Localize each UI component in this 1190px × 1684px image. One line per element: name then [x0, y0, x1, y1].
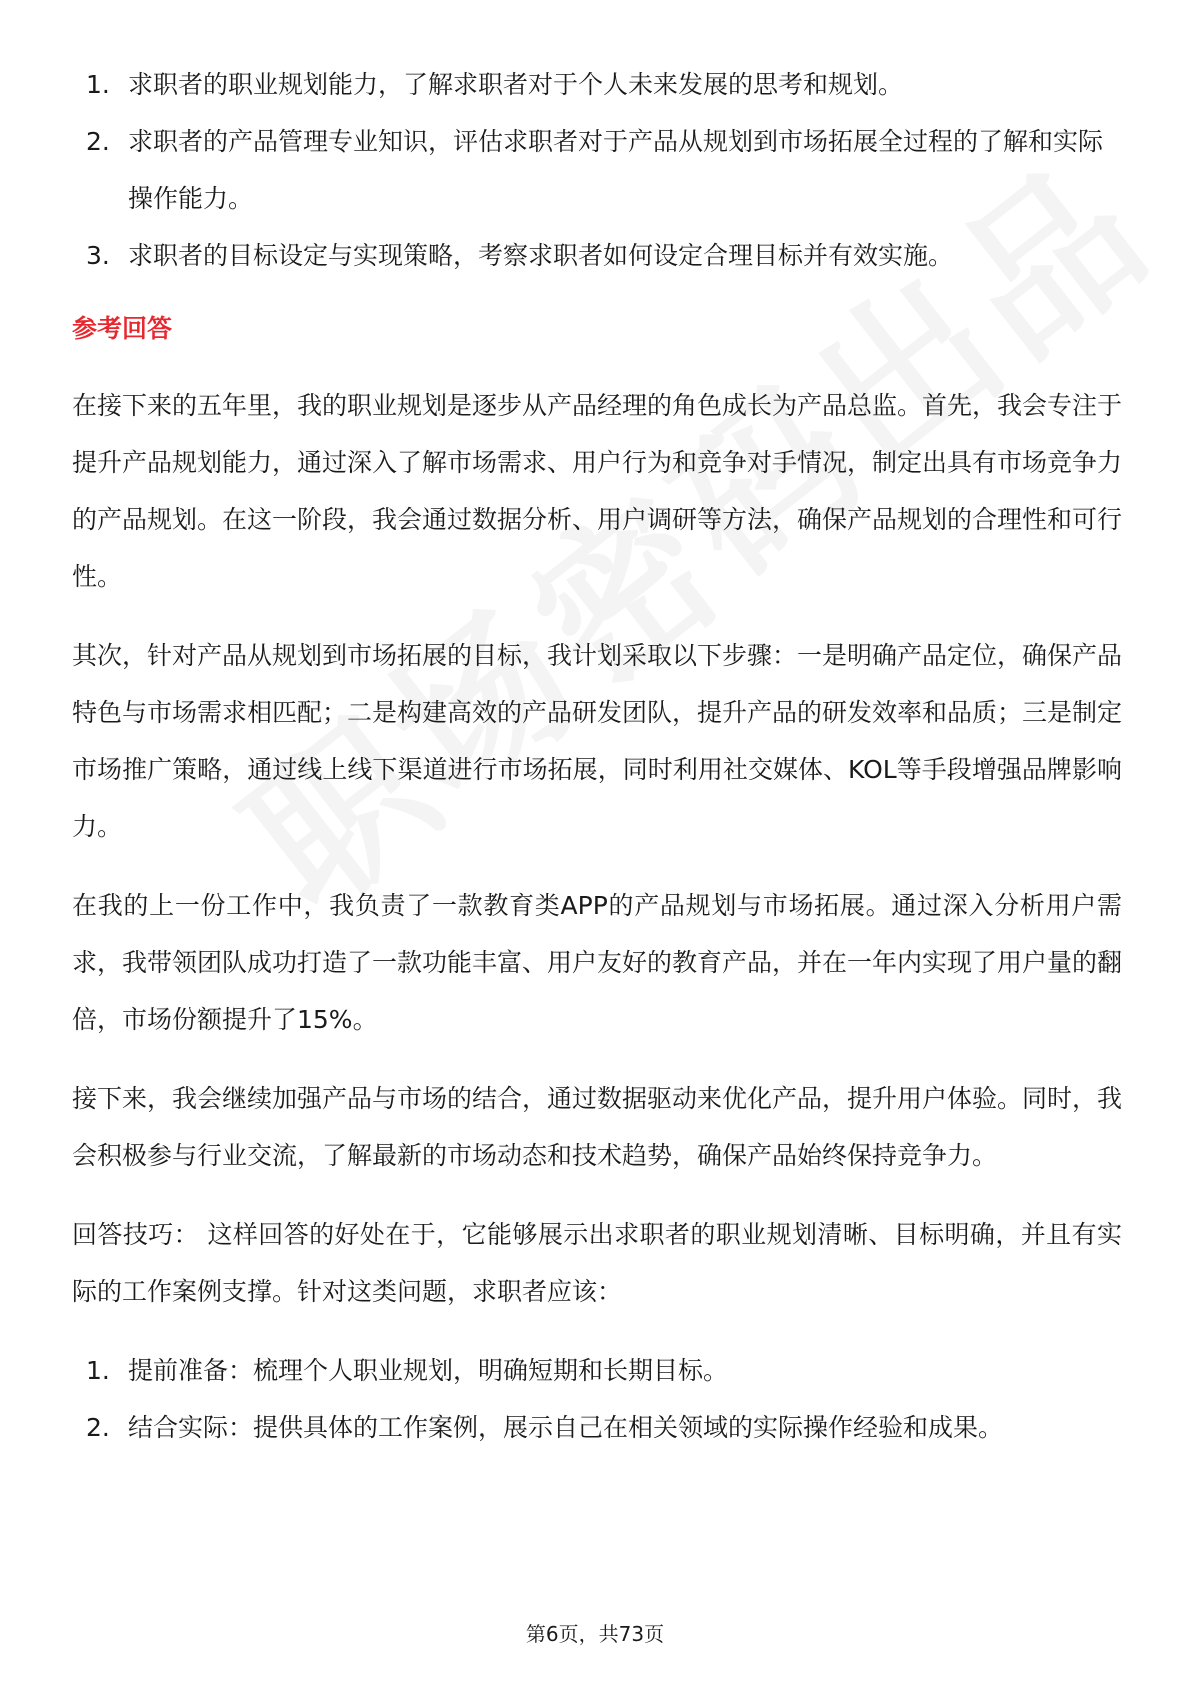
list-item: [72, 227, 1122, 284]
section-heading: 参考回答: [72, 314, 173, 343]
list-item: [72, 1342, 1122, 1399]
tips-paragraph: 回答技巧： 这样回答的好处在于，它能够展示出求职者的职业规划清晰、目标明确，并且有实际的工作案例支撑。针对这类问题，求职者应该：: [72, 1220, 1122, 1306]
list-item-text: 求职者的职业规划能力，了解求职者对于个人未来发展的思考和规划。: [128, 70, 904, 99]
list-item: [72, 1399, 1122, 1456]
list-item-number: 1.: [86, 1356, 110, 1385]
tips-list: [72, 1342, 1122, 1456]
answer-paragraph: 在接下来的五年里，我的职业规划是逐步从产品经理的角色成长为产品总监。首先，我会专注于提升产品规划能力，通过深入了解市场需求、用户行为和竞争对手情况，制定出具有市场竞争力的产品规划。在这一阶段，我会通过数据分析、用户调研等方法，确保产品规划的合理性和可行性。: [72, 391, 1123, 591]
list-item-text: 提前准备：梳理个人职业规划，明确短期和长期目标。: [128, 1356, 729, 1385]
answer-paragraph: 在我的上一份工作中，我负责了一款教育类APP的产品规划与市场拓展。通过深入分析用户需求，我带领团队成功打造了一款功能丰富、用户友好的教育产品，并在一年内实现了用户量的翻倍，市场份额提升了15%。: [72, 891, 1123, 1034]
list-item: [72, 113, 1122, 227]
list-item-text: 求职者的目标设定与实现策略，考察求职者如何设定合理目标并有效实施。: [128, 241, 954, 270]
list-item: [72, 56, 1122, 113]
answer-paragraph: 其次，针对产品从规划到市场拓展的目标，我计划采取以下步骤：一是明确产品定位，确保产品特色与市场需求相匹配；二是构建高效的产品研发团队，提升产品的研发效率和品质；三是制定市场推广策略，通过线上线下渠道进行市场拓展，同时利用社交媒体、KOL等手段增强品牌影响力。: [72, 641, 1123, 841]
list-item-number: 3.: [86, 241, 110, 270]
answer-paragraph: 接下来，我会继续加强产品与市场的结合，通过数据驱动来优化产品，提升用户体验。同时，我会积极参与行业交流，了解最新的市场动态和技术趋势，确保产品始终保持竞争力。: [72, 1084, 1123, 1170]
page-number-footer: 第6页，共73页: [525, 1622, 665, 1646]
list-item-number: 2.: [86, 1413, 110, 1442]
list-item-text: 求职者的产品管理专业知识，评估求职者对于产品从规划到市场拓展全过程的了解和实际操作能力。: [128, 127, 1104, 213]
list-item-number: 2.: [86, 127, 110, 156]
evaluation-points-list: [72, 56, 1122, 284]
list-item-number: 1.: [86, 70, 110, 99]
document-page: [72, 56, 1122, 1456]
list-item-text: 结合实际：提供具体的工作案例，展示自己在相关领域的实际操作经验和成果。: [128, 1413, 1004, 1442]
